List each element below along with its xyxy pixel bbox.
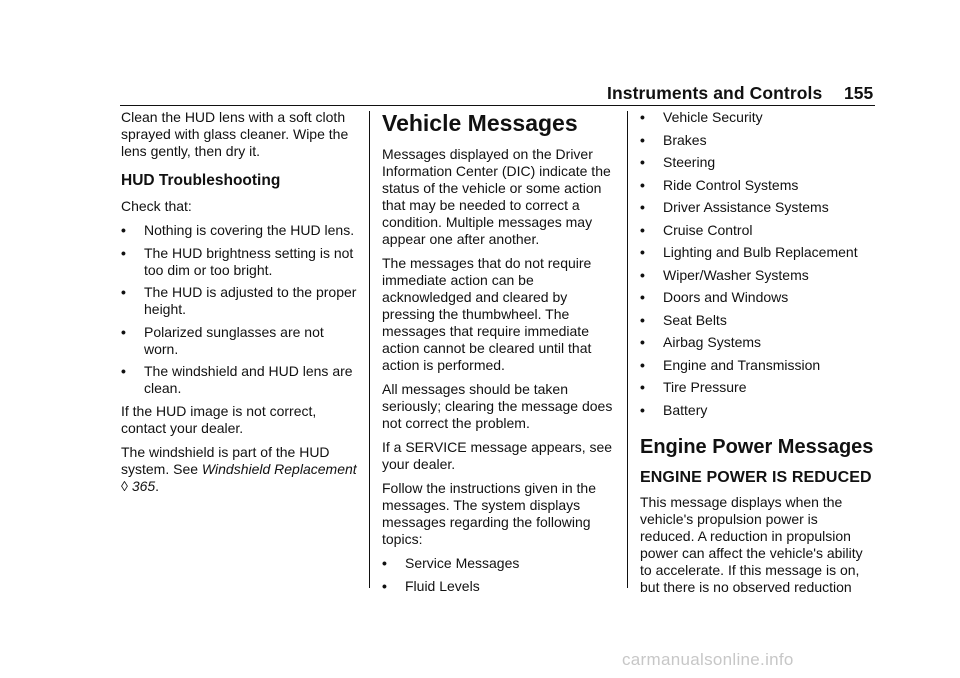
bullet-icon: • bbox=[640, 311, 645, 328]
paragraph: This message displays when the vehicle's propulsion power is reduced. A reduction in propulsion power can affect the vehicle's ability to accelerate. If this message is on, but there is no observed reduction bbox=[640, 493, 863, 595]
column-left bbox=[121, 109, 359, 502]
bullet-icon: • bbox=[640, 356, 645, 373]
hud-cleaning-text: Clean the HUD lens with a soft cloth sprayed with glass cleaner. Wipe the lens gently, then dry it. bbox=[121, 109, 349, 159]
engine-power-reduced-heading: ENGINE POWER IS REDUCED bbox=[640, 468, 872, 486]
hud-incorrect-text: If the HUD image is not correct, contact your dealer. bbox=[121, 402, 317, 436]
bullet-icon: • bbox=[640, 266, 645, 283]
page-ref-icon: ◊ bbox=[121, 477, 128, 494]
bullet-icon: • bbox=[640, 244, 645, 260]
engine-power-messages-heading: Engine Power Messages bbox=[640, 435, 874, 458]
list-item: • Engine and Transmission bbox=[640, 356, 821, 373]
hud-troubleshooting-heading: HUD Troubleshooting bbox=[121, 172, 281, 189]
watermark: carmanualsonline.info bbox=[622, 650, 794, 669]
bullet-icon: • bbox=[640, 289, 645, 305]
list-item: • Steering bbox=[640, 154, 716, 170]
list-item: • Seat Belts bbox=[640, 311, 727, 328]
bullet-icon: • bbox=[640, 334, 645, 350]
bullet-icon: • bbox=[640, 379, 645, 395]
list-item: • The HUD brightness setting is not too dim or too bright. bbox=[121, 244, 354, 278]
paragraph: Messages displayed on the Driver Information Center (DIC) indicate the status of the vehicle or some action that may be needed to correct a condition. Multiple messages may appear one after another. bbox=[382, 146, 611, 247]
list-item: • Battery bbox=[640, 401, 708, 418]
list-item: • Vehicle Security bbox=[640, 109, 763, 125]
bullet-icon: • bbox=[640, 401, 645, 418]
check-that-text: Check that: bbox=[121, 198, 192, 214]
list-item: • Wiper/Washer Systems bbox=[640, 266, 809, 283]
bullet-icon: • bbox=[382, 555, 387, 571]
bullet-icon: • bbox=[640, 176, 645, 193]
column-right bbox=[640, 109, 876, 603]
column-divider-1 bbox=[369, 111, 370, 588]
bullet-icon: • bbox=[640, 221, 645, 238]
paragraph: All messages should be taken seriously; clearing the message does not correct the problem. bbox=[382, 381, 613, 431]
list-item: • Cruise Control bbox=[640, 221, 753, 238]
list-item: • Doors and Windows bbox=[640, 289, 789, 305]
paragraph: If a SERVICE message appears, see your dealer. bbox=[382, 439, 613, 472]
list-item: • Airbag Systems bbox=[640, 334, 762, 350]
bullet-icon: • bbox=[640, 131, 645, 148]
list-item: • Ride Control Systems bbox=[640, 176, 799, 193]
list-item: • Service Messages bbox=[382, 555, 520, 571]
page-ref-number[interactable]: 365 bbox=[131, 477, 156, 494]
list-item: • Tire Pressure bbox=[640, 379, 747, 395]
paragraph: The messages that do not require immediate action can be acknowledged and cleared by pressing the thumbwheel. The messages that require immediate action cannot be cleared until that action is performed. bbox=[382, 255, 592, 373]
bullet-icon: • bbox=[121, 323, 126, 340]
column-middle bbox=[382, 109, 618, 600]
vehicle-messages-heading: Vehicle Messages bbox=[382, 110, 578, 136]
bullet-icon: • bbox=[121, 363, 126, 379]
page-number: 155 bbox=[844, 83, 874, 103]
windshield-text: The windshield is part of the HUD system. See Windshield Replacement ◊ 365. bbox=[121, 443, 357, 494]
list-item: • Polarized sunglasses are not worn. bbox=[121, 323, 324, 357]
list-item: • Brakes bbox=[640, 131, 707, 148]
list-item: • Driver Assistance Systems bbox=[640, 199, 829, 215]
list-item: • Nothing is covering the HUD lens. bbox=[121, 222, 355, 238]
bullet-icon: • bbox=[640, 154, 645, 170]
header-rule bbox=[120, 105, 875, 106]
paragraph: Follow the instructions given in the messages. The system displays messages regarding the following topics: bbox=[382, 480, 596, 547]
list-item: • The HUD is adjusted to the proper height. bbox=[121, 284, 357, 317]
bullet-icon: • bbox=[121, 222, 126, 238]
bullet-icon: • bbox=[121, 244, 126, 261]
list-item: • Fluid Levels bbox=[382, 577, 480, 594]
bullet-icon: • bbox=[640, 109, 645, 125]
windshield-replacement-link[interactable]: Windshield Replacement bbox=[201, 460, 357, 477]
list-item: • The windshield and HUD lens are clean. bbox=[121, 363, 353, 396]
bullet-icon: • bbox=[640, 199, 645, 215]
bullet-icon: • bbox=[121, 284, 126, 300]
section-title: Instruments and Controls bbox=[607, 83, 823, 103]
list-item: • Lighting and Bulb Replacement bbox=[640, 244, 858, 260]
column-divider-2 bbox=[627, 111, 628, 588]
bullet-icon: • bbox=[382, 577, 387, 594]
